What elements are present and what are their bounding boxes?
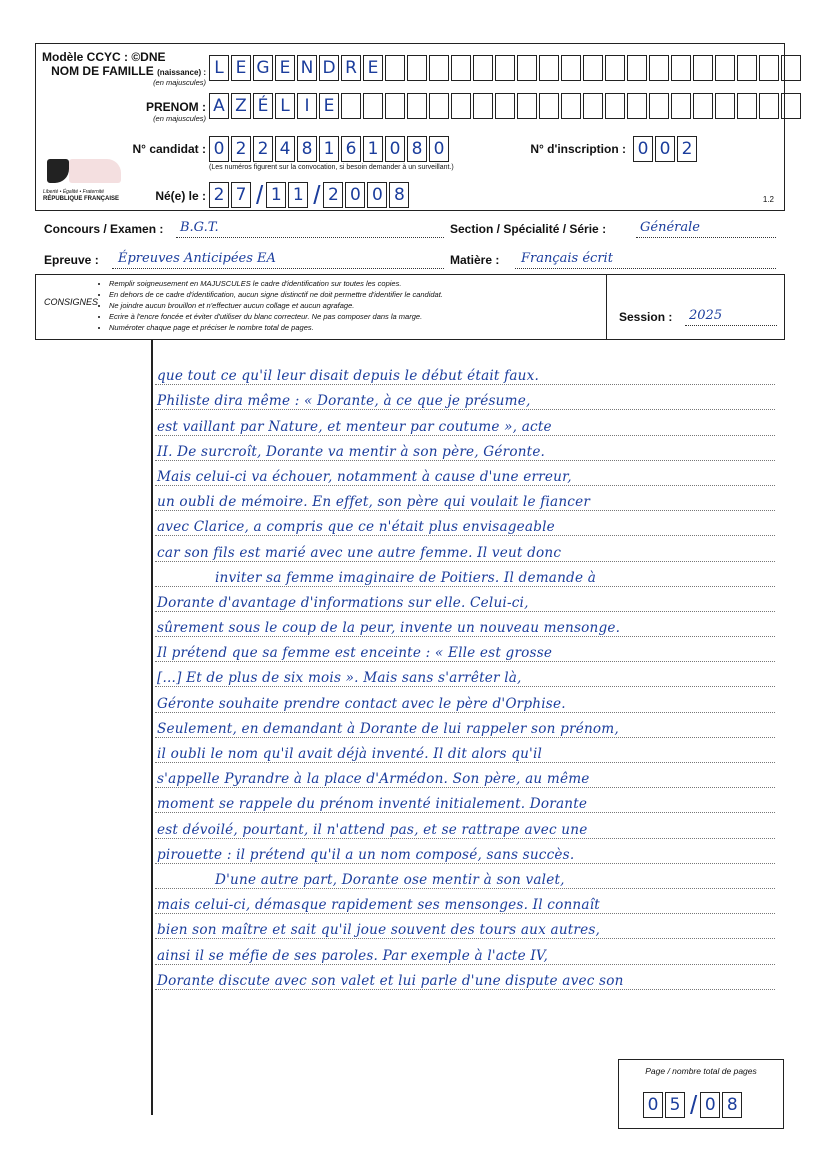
- section-label: Section / Spécialité / Série :: [450, 222, 607, 236]
- birth-year-cell[interactable]: 2: [323, 182, 343, 208]
- handwritten-line-text: s'appelle Pyrandre à la place d'Armédon. Son père, au même: [157, 771, 590, 788]
- form-version: 1.2: [762, 195, 774, 204]
- inscription-cell[interactable]: 0: [633, 136, 653, 162]
- matiere-label: Matière :: [450, 253, 500, 267]
- family-name-cell[interactable]: [561, 55, 581, 81]
- writing-line: [155, 788, 775, 813]
- family-name-cell[interactable]: [627, 55, 647, 81]
- birthdate-boxes[interactable]: 2 7 / 1 1 / 2 0 0 8: [209, 182, 411, 208]
- consignes-frame: [35, 274, 785, 340]
- firstname-cell[interactable]: [759, 93, 779, 119]
- handwritten-line-text: un oubli de mémoire. En effet, son père qui voulait le fiancer: [157, 494, 591, 511]
- handwritten-line-text: il oubli le nom qu'il avait déjà inventé. Il dit alors qu'il: [157, 746, 543, 762]
- firstname-cell[interactable]: [341, 93, 361, 119]
- family-name-cell[interactable]: [693, 55, 713, 81]
- firstname-cell[interactable]: [451, 93, 471, 119]
- family-name-cell[interactable]: [385, 55, 405, 81]
- family-name-cell[interactable]: N: [297, 55, 317, 81]
- section-field[interactable]: Générale: [636, 223, 776, 238]
- family-name-cell[interactable]: E: [275, 55, 295, 81]
- page-number-box: [618, 1059, 784, 1129]
- consignes-list: [101, 278, 443, 333]
- firstname-boxes[interactable]: [209, 93, 803, 119]
- writing-line: [155, 410, 775, 435]
- candidate-number-cell[interactable]: 8: [407, 136, 427, 162]
- writing-line: [155, 562, 775, 587]
- family-name-cell[interactable]: [495, 55, 515, 81]
- writing-line: [155, 763, 775, 788]
- firstname-cell[interactable]: [473, 93, 493, 119]
- epreuve-label: Epreuve :: [44, 253, 99, 267]
- candidate-note: (Les numéros figurent sur la convocation, si besoin demander à un surveillant.): [209, 164, 454, 171]
- handwritten-line-text: mais celui-ci, démasque rapidement ses mensonges. Il connaît: [157, 897, 600, 914]
- consigne-item: • En dehors de ce cadre d'identification, aucun signe distinctif ne doit permettre d'identifier le candidat.: [109, 289, 443, 300]
- handwritten-line-text: est vaillant par Nature, et menteur par coutume », acte: [157, 418, 552, 435]
- family-name-cell[interactable]: [737, 55, 757, 81]
- handwritten-line-text: Dorante discute avec son valet et lui parle d'une dispute avec son: [157, 972, 624, 989]
- firstname-cell[interactable]: A: [209, 93, 229, 119]
- writing-line: [155, 864, 775, 889]
- family-name-cell[interactable]: [605, 55, 625, 81]
- firstname-cell[interactable]: [671, 93, 691, 119]
- concours-label: Concours / Examen :: [44, 222, 164, 236]
- concours-field[interactable]: B.G.T.: [176, 223, 444, 238]
- family-name-label: NOM DE FAMILLE (naissance) : (en majuscules): [51, 64, 206, 87]
- matiere-field[interactable]: Français écrit: [515, 254, 776, 269]
- handwritten-line-text: [...] Et de plus de six mois ». Mais sans s'arrêter là,: [157, 670, 522, 687]
- firstname-label: PRENOM : (en majuscules): [146, 100, 206, 123]
- inscription-label: N° d'inscription :: [530, 142, 626, 156]
- page-number-grid[interactable]: 0 5 / 0 8: [643, 1092, 744, 1118]
- firstname-cell[interactable]: I: [297, 93, 317, 119]
- writing-line: [155, 385, 775, 410]
- firstname-cell[interactable]: [605, 93, 625, 119]
- birth-day-cell[interactable]: 7: [231, 182, 251, 208]
- inscription-boxes[interactable]: [633, 136, 699, 162]
- session-label: Session :: [619, 310, 673, 324]
- birth-year-cell[interactable]: 0: [367, 182, 387, 208]
- firstname-cell[interactable]: [429, 93, 449, 119]
- firstname-cell[interactable]: [517, 93, 537, 119]
- handwritten-line-text: inviter sa femme imaginaire de Poitiers. Il demande à: [215, 569, 597, 586]
- firstname-cell[interactable]: E: [319, 93, 339, 119]
- birth-year-cell[interactable]: 0: [345, 182, 365, 208]
- handwritten-line-text: est dévoilé, pourtant, il n'attend pas, et se rattrape avec une: [157, 821, 588, 838]
- writing-line: [155, 839, 775, 864]
- handwritten-line-text: que tout ce qu'il leur disait depuis le début était faux.: [157, 368, 539, 385]
- consignes-title: CONSIGNES: [44, 297, 99, 307]
- handwritten-line-text: bien son maître et sait qu'il joue souvent des tours aux autres,: [157, 922, 601, 939]
- writing-line: [155, 914, 775, 939]
- consigne-item: • Remplir soigneusement en MAJUSCULES le cadre d'identification sur toutes les copies.: [109, 278, 443, 289]
- handwritten-line-text: car son fils est marié avec une autre femme. Il veut donc: [157, 544, 562, 561]
- candidate-number-cell[interactable]: 0: [209, 136, 229, 162]
- firstname-cell[interactable]: [495, 93, 515, 119]
- candidate-number-label: N° candidat :: [132, 142, 206, 156]
- writing-line: [155, 587, 775, 612]
- family-name-cell[interactable]: E: [231, 55, 251, 81]
- family-name-cell[interactable]: R: [341, 55, 361, 81]
- firstname-cell[interactable]: [561, 93, 581, 119]
- firstname-cell[interactable]: L: [275, 93, 295, 119]
- firstname-cell[interactable]: [649, 93, 669, 119]
- margin-line: [151, 340, 153, 1115]
- family-name-cell[interactable]: [781, 55, 801, 81]
- handwritten-line-text: Géronte souhaite prendre contact avec le père d'Orphise.: [157, 695, 566, 712]
- family-name-cell[interactable]: [649, 55, 669, 81]
- writing-line: [155, 738, 775, 763]
- firstname-cell[interactable]: É: [253, 93, 273, 119]
- handwritten-line-text: sûrement sous le coup de la peur, invente un nouveau mensonge.: [157, 620, 621, 637]
- writing-line: [155, 461, 775, 486]
- family-name-cell[interactable]: [583, 55, 603, 81]
- firstname-cell[interactable]: [737, 93, 757, 119]
- firstname-cell[interactable]: Z: [231, 93, 251, 119]
- birth-month-cell[interactable]: 1: [288, 182, 308, 208]
- writing-line: [155, 612, 775, 637]
- candidate-number-cell[interactable]: 4: [275, 136, 295, 162]
- family-name-cell[interactable]: [715, 55, 735, 81]
- family-name-cell[interactable]: [671, 55, 691, 81]
- family-name-cell[interactable]: [473, 55, 493, 81]
- firstname-cell[interactable]: [385, 93, 405, 119]
- session-box: [606, 274, 785, 340]
- handwritten-line-text: pirouette : il prétend qu'il a un nom composé, sans succès.: [157, 846, 575, 863]
- birth-month-cell[interactable]: 1: [266, 182, 286, 208]
- writing-line: [155, 939, 775, 964]
- handwritten-line-text: Dorante d'avantage d'informations sur elle. Celui-ci,: [157, 594, 529, 611]
- consigne-item: • Ne joindre aucun brouillon et n'effectuer aucun collage et aucun agrafage.: [109, 300, 443, 311]
- handwritten-text-area: [155, 360, 775, 990]
- epreuve-field[interactable]: Épreuves Anticipées EA: [112, 254, 444, 269]
- page-number-cell[interactable]: 0: [643, 1092, 663, 1118]
- session-field[interactable]: 2025: [685, 311, 777, 326]
- page-number-label: Page / nombre total de pages: [645, 1066, 757, 1076]
- candidate-number-cell[interactable]: 8: [297, 136, 317, 162]
- family-name-cell[interactable]: [451, 55, 471, 81]
- writing-line: [155, 536, 775, 561]
- inscription-cell[interactable]: 0: [655, 136, 675, 162]
- writing-line: [155, 687, 775, 712]
- family-name-cell[interactable]: [407, 55, 427, 81]
- writing-line: [155, 713, 775, 738]
- candidate-number-cell[interactable]: 6: [341, 136, 361, 162]
- family-name-cell[interactable]: D: [319, 55, 339, 81]
- family-name-cell[interactable]: G: [253, 55, 273, 81]
- candidate-number-cell[interactable]: 2: [231, 136, 251, 162]
- total-pages-cell[interactable]: 8: [722, 1092, 742, 1118]
- handwritten-line-text: D'une autre part, Dorante ose mentir à son valet,: [215, 871, 565, 888]
- total-pages-cell[interactable]: 0: [700, 1092, 720, 1118]
- birth-day-cell[interactable]: 2: [209, 182, 229, 208]
- firstname-cell[interactable]: [407, 93, 427, 119]
- writing-line: [155, 436, 775, 461]
- firstname-cell[interactable]: [715, 93, 735, 119]
- handwritten-line-text: Il prétend que sa femme est enceinte : « Elle est grosse: [157, 645, 553, 662]
- writing-line: [155, 813, 775, 838]
- handwritten-line-text: ainsi il se méfie de ses paroles. Par exemple à l'acte IV,: [157, 947, 549, 964]
- candidate-number-cell[interactable]: 0: [385, 136, 405, 162]
- writing-line: [155, 965, 775, 990]
- consigne-item: • Numéroter chaque page et préciser le nombre total de pages.: [109, 322, 443, 333]
- candidate-number-cell[interactable]: 1: [363, 136, 383, 162]
- firstname-cell[interactable]: [363, 93, 383, 119]
- family-name-cell[interactable]: [759, 55, 779, 81]
- candidate-number-cell[interactable]: 2: [253, 136, 273, 162]
- writing-line: [155, 360, 775, 385]
- family-name-cell[interactable]: [517, 55, 537, 81]
- handwritten-line-text: II. De surcroît, Dorante va mentir à son père, Géronte.: [157, 443, 546, 460]
- writing-line: [155, 637, 775, 662]
- writing-line: [155, 889, 775, 914]
- handwritten-line-text: Philiste dira même : « Dorante, à ce que je présume,: [157, 393, 531, 410]
- writing-line: [155, 486, 775, 511]
- handwritten-line-text: Seulement, en demandant à Dorante de lui rappeler son prénom,: [157, 720, 619, 737]
- candidate-number-cell[interactable]: 1: [319, 136, 339, 162]
- family-name-cell[interactable]: L: [209, 55, 229, 81]
- handwritten-line-text: moment se rappele du prénom inventé initialement. Dorante: [157, 796, 588, 813]
- candidate-number-cell[interactable]: 0: [429, 136, 449, 162]
- model-label: Modèle CCYC : ©DNE: [42, 50, 166, 64]
- birthdate-label: Né(e) le :: [155, 189, 206, 203]
- writing-line: [155, 511, 775, 536]
- firstname-cell[interactable]: [539, 93, 559, 119]
- writing-line: [155, 662, 775, 687]
- firstname-cell[interactable]: [583, 93, 603, 119]
- handwritten-line-text: Mais celui-ci va échouer, notamment à cause d'une erreur,: [157, 468, 572, 485]
- consigne-item: • Ecrire à l'encre foncée et éviter d'utiliser du blanc correcteur. Ne pas composer dans la marge.: [109, 311, 443, 322]
- page-number-cell[interactable]: 5: [665, 1092, 685, 1118]
- handwritten-line-text: avec Clarice, a compris que ce n'était plus envisageable: [157, 519, 555, 536]
- family-name-cell[interactable]: [429, 55, 449, 81]
- identification-frame: [35, 43, 785, 211]
- family-name-cell[interactable]: E: [363, 55, 383, 81]
- republique-francaise-logo: Liberté • Égalité • Fraternité RÉPUBLIQUE FRANÇAISE: [43, 159, 121, 204]
- firstname-cell[interactable]: [781, 93, 801, 119]
- family-name-boxes[interactable]: [209, 55, 803, 81]
- family-name-cell[interactable]: [539, 55, 559, 81]
- candidate-number-boxes[interactable]: [209, 136, 451, 162]
- firstname-cell[interactable]: [693, 93, 713, 119]
- birth-year-cell[interactable]: 8: [389, 182, 409, 208]
- firstname-cell[interactable]: [627, 93, 647, 119]
- inscription-cell[interactable]: 2: [677, 136, 697, 162]
